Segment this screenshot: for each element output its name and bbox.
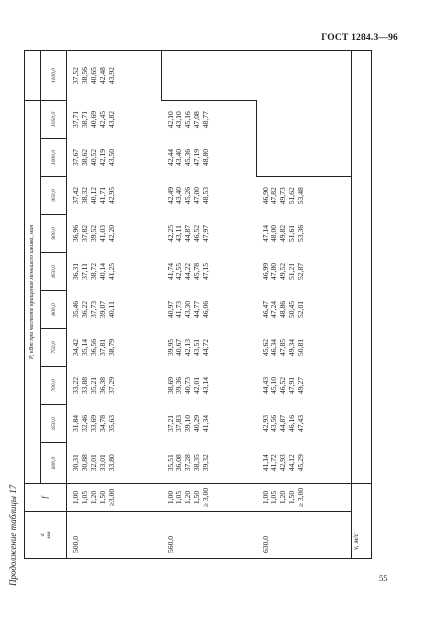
power-value: 47,15 (201, 262, 211, 281)
header-rpm-row (41, 50, 67, 558)
power-cell (162, 253, 257, 291)
power-value: 44,43 (260, 376, 270, 395)
power-value: 40,65 (88, 67, 98, 85)
power-value: 37,21 (165, 414, 175, 433)
table-row (257, 50, 352, 558)
power-value: 47,24 (269, 300, 279, 319)
power-value: 42,48 (97, 67, 107, 85)
power-table (24, 50, 372, 559)
factor-value: ≥ 3,00 (201, 487, 211, 508)
power-value: 45,78 (192, 262, 202, 281)
power-value: 42,01 (192, 376, 202, 395)
power-value: 51,62 (287, 187, 297, 205)
power-value: 33,88 (79, 376, 89, 395)
power-value: 51,21 (287, 262, 297, 281)
power-value: 44,22 (183, 262, 193, 281)
power-value: 42,10 (165, 111, 175, 129)
header-rpm-0: 600,0 (41, 443, 67, 484)
power-cell (162, 291, 257, 329)
power-cell (162, 100, 257, 138)
power-value: 43,51 (192, 338, 202, 357)
power-cell (162, 443, 257, 484)
power-value: 38,62 (79, 148, 89, 167)
power-value: 46,47 (260, 300, 270, 319)
power-value: 43,82 (106, 110, 116, 128)
power-value: 36,08 (174, 454, 184, 472)
power-value: 36,38 (97, 376, 107, 395)
power-value: 33,01 (97, 454, 107, 472)
power-value: 41,73 (174, 300, 184, 319)
power-value: 32,46 (79, 414, 89, 433)
factor-value: 1,20 (278, 490, 288, 505)
header-rpm-8: 1000,0 (41, 139, 67, 177)
power-value: 45,16 (183, 111, 193, 129)
table-row (67, 50, 162, 558)
power-value: 52,87 (296, 262, 306, 281)
power-value: 42,20 (106, 224, 116, 243)
power-value: 34,42 (71, 338, 80, 357)
power-value: 34,78 (97, 414, 107, 433)
power-value: 40,67 (174, 338, 184, 357)
power-value: 49,52 (278, 262, 288, 281)
power-value: 38,35 (192, 454, 202, 472)
power-value: 50,81 (296, 338, 306, 357)
power-value: 40,69 (88, 110, 98, 128)
power-value: 42,19 (97, 148, 107, 167)
diameter-cell: 630,0 (257, 512, 352, 559)
power-value: 39,32 (201, 454, 211, 472)
speed-cell (352, 139, 372, 177)
factor-cell (67, 484, 162, 512)
power-value: 35,51 (165, 454, 175, 472)
factor-cell (257, 484, 352, 512)
power-value: 41,74 (165, 262, 175, 281)
power-value: 43,50 (106, 148, 116, 167)
power-cell (162, 215, 257, 253)
power-value: 45,26 (183, 186, 193, 205)
power-value: 46,52 (192, 224, 202, 243)
power-value: 48,00 (269, 224, 279, 243)
speed-cell (352, 443, 372, 484)
power-value: 48,80 (201, 148, 211, 167)
diameter-cell: 560,0 (162, 512, 257, 559)
power-value: 38,72 (88, 262, 98, 281)
power-cell (162, 367, 257, 405)
power-value: 43,56 (269, 414, 279, 433)
power-value: 53,48 (296, 187, 306, 205)
power-value: 40,73 (183, 376, 193, 395)
power-cell (67, 50, 162, 100)
power-value: 42,93 (260, 414, 270, 433)
power-value: 38,69 (165, 376, 175, 395)
power-value: 47,19 (192, 148, 202, 167)
factor-value: 1,50 (192, 490, 202, 505)
header-power-caption: P, кВт при частоте вращения меньшего шкива, мин (25, 100, 41, 483)
power-value: 37,52 (71, 67, 80, 85)
power-value: 46,34 (269, 338, 279, 357)
power-value: 51,61 (287, 224, 297, 243)
header-rpm-10: 1100,0 (41, 50, 67, 100)
speed-cell (352, 405, 372, 443)
power-value: 36,31 (71, 262, 80, 281)
power-value: 42,93 (278, 454, 288, 472)
power-value: 39,52 (88, 224, 98, 243)
power-value: 42,25 (165, 224, 175, 243)
power-cell (67, 291, 162, 329)
power-value: 37,42 (71, 186, 80, 205)
power-value: 44,87 (183, 224, 193, 243)
power-value: 37,11 (79, 263, 89, 280)
power-value: 36,56 (88, 338, 98, 357)
power-value: 42,45 (97, 110, 107, 128)
power-value: 42,95 (106, 186, 116, 205)
power-value: 45,62 (260, 338, 270, 357)
power-value: 42,44 (165, 148, 175, 167)
power-value: 46,16 (287, 414, 297, 433)
factor-value: ≥3,00 (106, 488, 116, 507)
power-value: 47,80 (269, 262, 279, 281)
power-value: 50,45 (287, 300, 297, 319)
factor-value: 1,50 (97, 490, 107, 505)
diameter-cell: 500,0 (67, 512, 162, 559)
power-value: 47,91 (287, 376, 297, 395)
power-value: 37,83 (174, 414, 184, 433)
empty-cell (257, 139, 352, 177)
power-cell (67, 215, 162, 253)
power-value: 38,79 (106, 338, 116, 357)
power-value: 40,97 (165, 300, 175, 319)
power-value: 37,28 (183, 454, 193, 472)
power-value: 52,01 (296, 300, 306, 319)
power-value: 40,52 (88, 148, 98, 167)
power-value: 32,01 (88, 454, 98, 472)
power-value: 43,11 (174, 225, 184, 242)
power-value: 37,71 (71, 110, 80, 128)
power-value: 48,53 (201, 186, 211, 205)
power-value: 39,10 (183, 414, 193, 433)
power-value: 38,32 (79, 186, 89, 205)
power-cell (257, 253, 352, 291)
power-value: 40,14 (97, 262, 107, 281)
power-cell (67, 100, 162, 138)
power-cell (162, 139, 257, 177)
power-value: 36,22 (79, 300, 89, 319)
power-value: 35,46 (71, 300, 80, 319)
speed-cell (352, 215, 372, 253)
empty-cell (162, 50, 257, 100)
speed-cell (352, 329, 372, 367)
power-cell (67, 367, 162, 405)
factor-value: 1,05 (79, 490, 89, 505)
continuation-note: Продолжение таблицы 17 (8, 484, 18, 586)
power-value: 38,56 (79, 67, 89, 85)
header-rpm-5: 850,0 (41, 253, 67, 291)
power-cell (257, 215, 352, 253)
power-value: 43,10 (174, 111, 184, 129)
header-d-label: d (39, 533, 46, 537)
power-value: 46,99 (260, 262, 270, 281)
header-rpm-3: 750,0 (41, 329, 67, 367)
header-d (25, 512, 67, 559)
header-rpm-6: 900,0 (41, 215, 67, 253)
power-value: 43,30 (183, 300, 193, 319)
power-value: 47,97 (201, 224, 211, 243)
speed-row-label: v, м/с (352, 484, 372, 559)
power-value: 41,72 (269, 454, 279, 472)
power-value: 47,43 (296, 414, 306, 433)
factor-value: 1,00 (260, 490, 270, 505)
power-value: 47,14 (260, 224, 270, 243)
power-value: 41,03 (97, 224, 107, 243)
power-value: 33,69 (88, 414, 98, 433)
power-value: 37,67 (71, 148, 80, 167)
power-cell (257, 367, 352, 405)
power-value: 37,73 (88, 300, 98, 319)
power-value: 48,77 (201, 111, 211, 129)
power-value: 39,07 (97, 300, 107, 319)
power-cell (257, 177, 352, 215)
power-value: 49,34 (287, 338, 297, 357)
power-cell (257, 405, 352, 443)
power-value: 44,12 (287, 454, 297, 472)
power-value: 31,84 (71, 414, 80, 433)
header-d-unit: мм (45, 531, 52, 539)
table-row (162, 50, 257, 558)
power-value: 49,82 (278, 224, 288, 243)
speed-cell (352, 50, 372, 100)
header-rpm-1: 650,0 (41, 405, 67, 443)
power-value: 47,00 (192, 186, 202, 205)
power-value: 35,21 (88, 376, 98, 395)
power-value: 42,55 (174, 262, 184, 281)
power-value: 43,14 (201, 376, 211, 395)
power-cell (67, 329, 162, 367)
power-cell (162, 405, 257, 443)
power-cell (257, 291, 352, 329)
power-cell (162, 177, 257, 215)
power-value: 48,86 (278, 300, 288, 319)
header-rpm-2: 700,0 (41, 367, 67, 405)
power-value: 43,40 (174, 186, 184, 205)
power-value: 47,82 (269, 187, 279, 205)
speed-cell (352, 100, 372, 138)
power-value: 47,85 (278, 338, 288, 357)
factor-value: ≥ 3,00 (296, 487, 306, 508)
factor-value: 1,20 (88, 490, 98, 505)
power-value: 40,12 (88, 186, 98, 205)
power-value: 37,29 (106, 376, 116, 395)
factor-value: 1,05 (174, 490, 184, 505)
power-value: 42,13 (183, 338, 193, 357)
factor-value: 1,00 (165, 490, 175, 505)
power-value: 39,95 (165, 338, 175, 357)
power-value: 49,73 (278, 187, 288, 205)
power-value: 35,14 (79, 338, 89, 357)
power-value: 45,29 (296, 454, 306, 472)
power-value: 37,82 (79, 224, 89, 243)
power-value: 41,34 (201, 414, 211, 433)
power-table-body (25, 50, 372, 558)
power-value: 43,40 (174, 148, 184, 167)
factor-value: 1,50 (287, 490, 297, 505)
speed-cell (352, 177, 372, 215)
power-cell (67, 139, 162, 177)
factor-cell (162, 484, 257, 512)
header-rpm-7: 950,0 (41, 177, 67, 215)
power-value: 46,52 (278, 376, 288, 395)
power-value: 46,06 (201, 300, 211, 319)
header-f: f (25, 484, 67, 512)
power-cell (67, 443, 162, 484)
power-value: 38,71 (79, 110, 89, 128)
power-value: 43,92 (106, 67, 116, 85)
power-value: 53,36 (296, 224, 306, 243)
power-value: 40,11 (106, 301, 116, 318)
power-value: 44,87 (278, 414, 288, 433)
header-rpm-9: 1050,0 (41, 100, 67, 138)
power-cell (67, 405, 162, 443)
power-value: 41,71 (97, 186, 107, 205)
speed-cell (352, 367, 372, 405)
empty-cell (257, 50, 352, 100)
power-value: 36,96 (71, 224, 80, 243)
power-value: 49,27 (296, 376, 306, 395)
standard-id: ГОСТ 1284.3—96 (321, 33, 398, 43)
power-value: 33,80 (106, 454, 116, 472)
header-corner (25, 50, 41, 100)
power-value: 42,49 (165, 186, 175, 205)
power-value: 39,36 (174, 376, 184, 395)
power-value: 44,77 (192, 300, 202, 319)
power-value: 41,25 (106, 262, 116, 281)
factor-value: 1,20 (183, 490, 193, 505)
power-value: 30,88 (79, 454, 89, 472)
speed-row (352, 50, 372, 558)
power-value: 41,14 (260, 454, 270, 472)
power-cell (257, 329, 352, 367)
power-value: 44,72 (201, 338, 211, 357)
power-value: 46,90 (260, 187, 270, 205)
power-value: 40,29 (192, 414, 202, 433)
power-value: 45,10 (269, 376, 279, 395)
speed-cell (352, 253, 372, 291)
power-cell (257, 443, 352, 484)
power-value: 33,22 (71, 376, 80, 395)
power-cell (162, 329, 257, 367)
power-value: 47,08 (192, 111, 202, 129)
power-value: 35,63 (106, 414, 116, 433)
power-cell (67, 177, 162, 215)
power-cell (67, 253, 162, 291)
power-value: 45,36 (183, 148, 193, 167)
power-value: 37,81 (97, 338, 107, 357)
empty-cell (257, 100, 352, 138)
factor-value: 1,00 (71, 490, 80, 505)
speed-cell (352, 291, 372, 329)
factor-value: 1,05 (269, 490, 279, 505)
header-rpm-4: 800,0 (41, 291, 67, 329)
page-number: 55 (379, 573, 388, 583)
power-value: 30,31 (71, 454, 80, 472)
